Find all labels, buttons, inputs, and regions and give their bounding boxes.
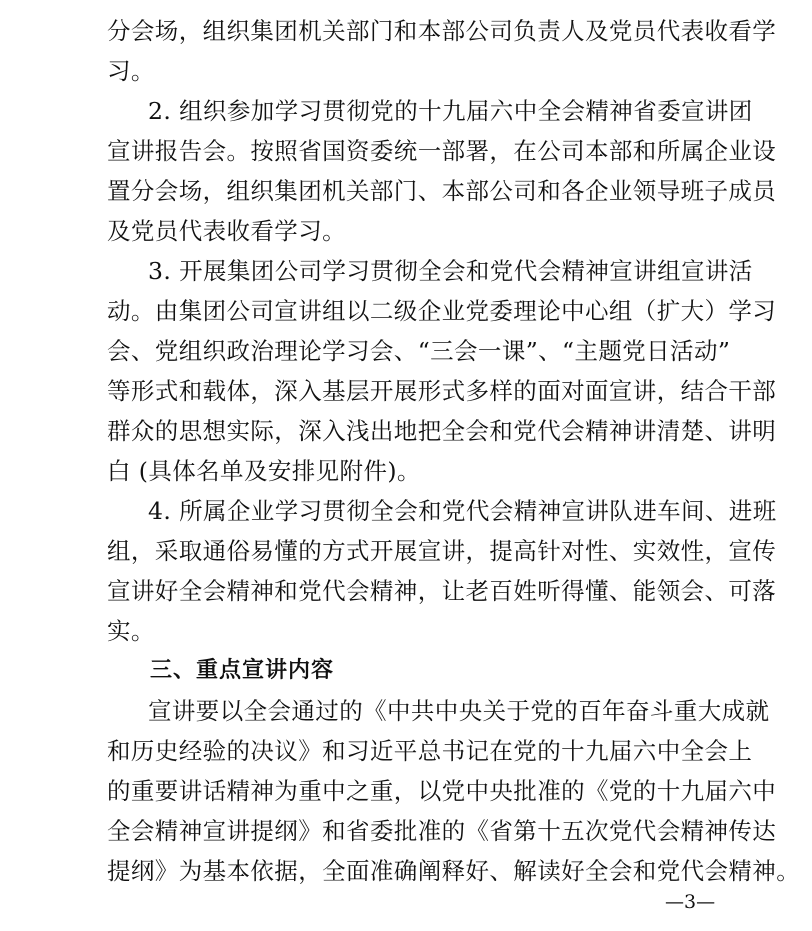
paragraph-line: 习。 [107,57,155,85]
paragraph-line: 及党员代表收看学习。 [107,217,346,245]
paragraph-line: 白 (具体名单及安排见附件)。 [107,457,421,485]
section-heading: 三、重点宣讲内容 [150,658,335,683]
paragraph-line: 和历史经验的决议》和习近平总书记在党的十九届六中全会上 [107,737,753,765]
paragraph-line: 置分会场，组织集团机关部门、本部公司和各企业领导班子成员 [107,177,777,205]
paragraph-line: 群众的思想实际，深入浅出地把全会和党代会精神讲清楚、讲明 [107,417,777,445]
paragraph-line: 4. 所属企业学习贯彻全会和党代会精神宣讲队进车间、进班 [148,497,777,525]
paragraph-line: 会、党组织政治理论学习会、“三会一课”、“主题党日活动” [107,337,731,365]
page-number: —3— [665,891,716,913]
paragraph-line: 等形式和载体，深入基层开展形式多样的面对面宣讲，结合干部 [107,377,777,405]
paragraph-line: 动。由集团公司宣讲组以二级企业党委理论中心组（扩大）学习 [107,297,777,325]
paragraph-line: 2. 组织参加学习贯彻党的十九届六中全会精神省委宣讲团 [148,97,753,125]
paragraph-line: 提纲》为基本依据，全面准确阐释好、解读好全会和党代会精神。 [107,857,801,885]
paragraph-line: 分会场，组织集团机关部门和本部公司负责人及党员代表收看学 [107,17,777,45]
paragraph-line: 实。 [107,617,155,645]
paragraph-line: 宣讲报告会。按照省国资委统一部署，在公司本部和所属企业设 [107,137,777,165]
paragraph-line: 宣讲要以全会通过的《中共中央关于党的百年奋斗重大成就 [148,697,770,725]
paragraph-line: 全会精神宣讲提纲》和省委批准的《省第十五次党代会精神传达 [107,817,777,845]
paragraph-line: 3. 开展集团公司学习贯彻全会和党代会精神宣讲组宣讲活 [148,257,753,285]
paragraph-line: 的重要讲话精神为重中之重，以党中央批准的《党的十九届六中 [107,777,777,805]
paragraph-line: 宣讲好全会精神和党代会精神，让老百姓听得懂、能领会、可落 [107,577,777,605]
paragraph-line: 组，采取通俗易懂的方式开展宣讲，提高针对性、实效性，宣传 [107,537,777,565]
